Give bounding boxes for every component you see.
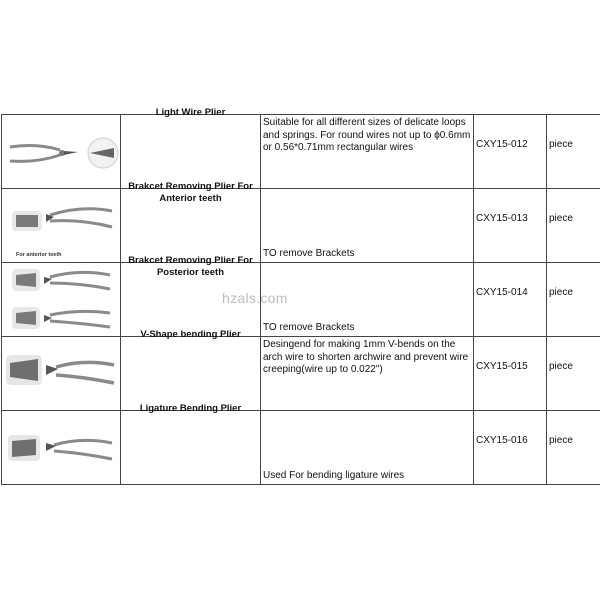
- product-description: TO remove Brackets: [261, 189, 474, 263]
- product-name: Brakcet Removing Plier For Posterior teeth: [128, 255, 253, 278]
- product-image-cell: [2, 263, 121, 337]
- product-table: [1, 107, 600, 485]
- product-description: Desingend for making 1mm V-bends on the arch wire to shorten archwire and prevent wire creeping(wire up to 0.022"): [261, 337, 474, 411]
- product-unit: piece: [547, 263, 600, 337]
- product-image-cell: [2, 411, 121, 485]
- product-description: Suitable for all different sizes of delicate loops and springs. For round wires not up to ϕ0.6mm or 0.56*0.71mm rectangular wires: [261, 115, 474, 189]
- table-row: [2, 411, 600, 485]
- product-code: CXY15-012: [474, 115, 547, 189]
- product-unit: piece: [547, 115, 600, 189]
- product-image-cell: [2, 337, 121, 411]
- product-code: CXY15-013: [474, 189, 547, 263]
- product-code: CXY15-015: [474, 337, 547, 411]
- v-shape-bending-plier-icon: [2, 337, 120, 411]
- table-row: [2, 189, 600, 263]
- watermark: hzals.com: [222, 290, 288, 306]
- image-caption: For anterior teeth: [16, 252, 62, 258]
- product-name: Brakcet Removing Plier For Anterior teeth: [128, 181, 253, 204]
- product-name: Light Wire Plier: [155, 107, 226, 118]
- light-wire-plier-icon: [2, 115, 120, 189]
- product-unit: piece: [547, 337, 600, 411]
- product-code: CXY15-016: [474, 411, 547, 485]
- table-row: [2, 337, 600, 411]
- product-description: Used For bending ligature wires: [261, 411, 474, 485]
- product-description: TO remove Brackets: [261, 263, 474, 337]
- product-name-cell: [121, 107, 261, 189]
- product-unit: piece: [547, 189, 600, 263]
- product-name: Ligature Bending Plier: [139, 403, 242, 414]
- table-row: [2, 115, 600, 189]
- product-name-cell: [121, 181, 261, 263]
- product-name-cell: [121, 329, 261, 411]
- product-name: V-Shape bending Plier: [140, 329, 241, 340]
- product-code: CXY15-014: [474, 263, 547, 337]
- ligature-bending-plier-icon: [2, 411, 120, 485]
- product-image-cell: [2, 115, 121, 189]
- table-row: [2, 263, 600, 337]
- product-name-cell: [121, 403, 261, 485]
- product-image-cell: [2, 189, 121, 263]
- posterior-bracket-removing-plier-icon: [2, 263, 120, 337]
- product-unit: piece: [547, 411, 600, 485]
